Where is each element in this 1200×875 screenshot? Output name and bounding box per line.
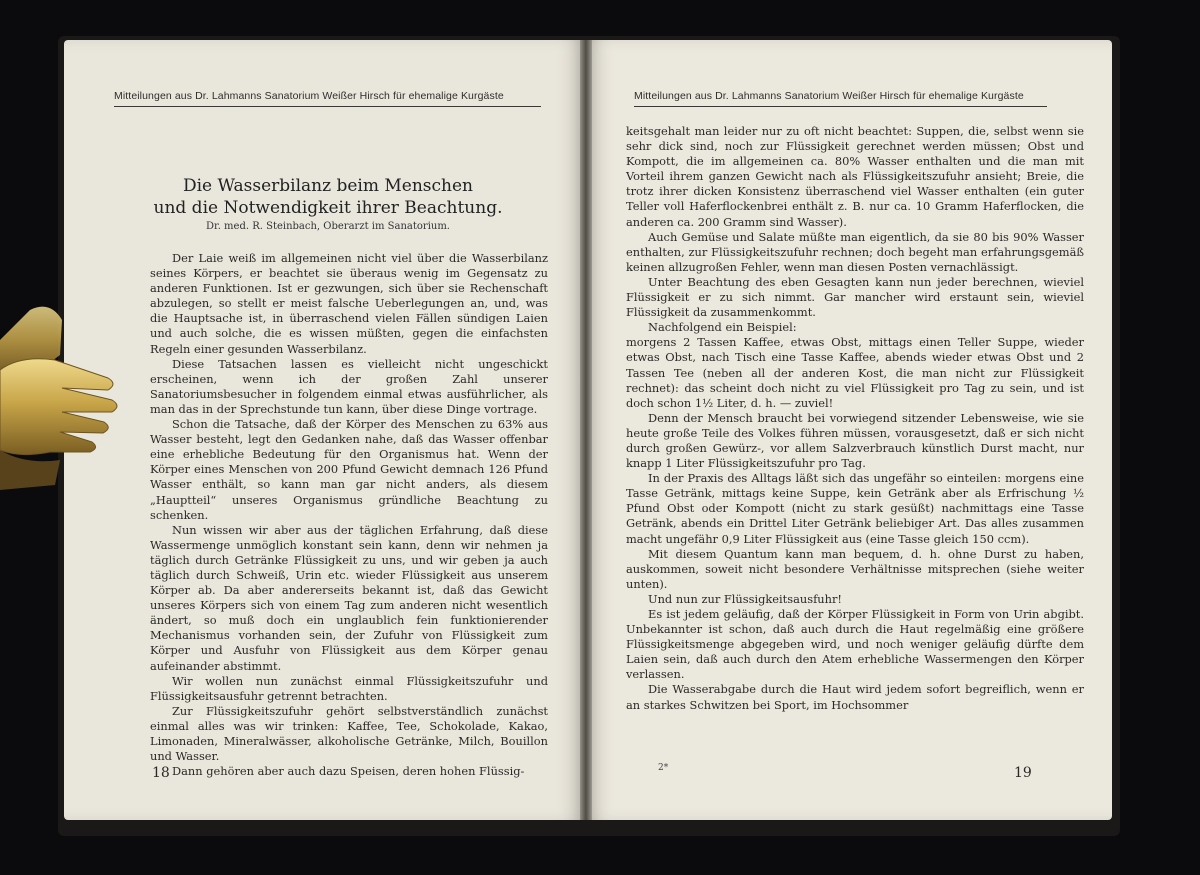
title-line-1: Die Wasserbilanz beim Menschen xyxy=(182,176,474,196)
paragraph: Der Laie weiß im allgemeinen nicht viel über die Wasserbilanz seines Körpers, er beachtet sie überaus wenig im Gegensatz zu anderen Funktionen. Ist er gezwungen, sich über sie Rechenschaft abzulegen, so stellt er meist falsche Ueberlegungen an, und, was die Hauptsache ist, in überraschend vielen Fällen sündigen Laien und auch solche, die es wissen müßten, gegen die einfachsten Regeln einer gesunden Wasserbilanz. xyxy=(150,251,548,356)
article-title xyxy=(108,175,548,219)
paragraph: In der Praxis des Alltags läßt sich das ungefähr so einteilen: morgens eine Tasse Getränk, mittags keine Suppe, kein Getränk aber als Erfrischung ½ Pfund Obst oder Kompott (nicht zu stark gesüßt) nachmittags eine Tasse Getränk, abends ein Drittel Liter Getränk beliebiger Art. Das alles zusammen macht ungefähr 0,9 Liter Flüssigkeit aus (eine Tasse gleich 150 ccm). xyxy=(626,471,1084,546)
paragraph: Auch Gemüse und Salate müßte man eigentlich, da sie 80 bis 90% Wasser enthalten, zur Flüssigkeitszufuhr rechnen; doch begeht man erfahrungsgemäß keinen allzugroßen Fehler, wenn man diesen Posten vernachlässigt. xyxy=(626,229,1084,274)
paragraph: Nun wissen wir aber aus der täglichen Erfahrung, daß diese Wassermenge unmöglich konstant sein kann, denn wir nehmen ja täglich durch Getränke Flüssigkeit zu uns, und wir geben ja auch täglich durch Schweiß, Urin etc. wieder Flüssigkeit aus unserem Körper ab. Da aber andererseits bekannt ist, daß das Gewicht unseres Körpers sich von einem Tag zum anderen nicht wesentlich ändert, so muß doch ein unglaublich fein funktionierender Mechanismus vorhanden sein, der Zufuhr von Flüssigkeit zum Körper und Ausfuhr von Flüssigkeit aus dem Körper genau aufeinander abstimmt. xyxy=(150,522,548,673)
paragraph: Und nun zur Flüssigkeitsausfuhr! xyxy=(648,591,842,606)
paragraph: Zur Flüssigkeitszufuhr gehört selbstverständlich zunächst einmal alles was wir trinken: Kaffee, Tee, Schokolade, Kakao, Limonaden, Mineralwässer, alkoholische Getränke, Milch, Bouillon und Wasser. xyxy=(150,703,548,764)
header-rule-left xyxy=(114,106,541,107)
paragraph: Diese Tatsachen lassen es vielleicht nicht ungeschickt erscheinen, wenn ich der großen Zahl unserer Sanatoriumsbesucher in folgendem einmal etwas ausführlicher, als man das in der Sprechstunde tun kann, über diese Dinge vortrage. xyxy=(150,356,548,416)
paragraph: morgens 2 Tassen Kaffee, etwas Obst, mittags einen Teller Suppe, wieder etwas Obst, nach Tisch eine Tasse Kaffee, abends wieder etwas Obst und 2 Tassen Tee (neben all der anderen Kost, die man nicht zur Flüssigkeit rechnet): das scheint doch nicht zu viel Flüssigkeit pro Tag zu sein, und ist doch schon 1½ Liter, d. h. — zuviel! xyxy=(626,335,1084,410)
right-page xyxy=(586,40,1112,820)
page-number-right: 19 xyxy=(1014,765,1032,781)
article-byline: Dr. med. R. Steinbach, Oberarzt im Sanatorium. xyxy=(206,221,450,232)
paragraph: Dann gehören aber auch dazu Speisen, deren hohen Flüssig- xyxy=(172,764,525,779)
paragraph: Nachfolgend ein Beispiel: xyxy=(648,320,797,335)
running-head-left: Mitteilungen aus Dr. Lahmanns Sanatorium Weißer Hirsch für ehemalige Kurgäste xyxy=(114,90,504,102)
paragraph: Denn der Mensch braucht bei vorwiegend sitzender Lebensweise, wie sie heute große Teile des Volkes führen müssen, vorausgesetzt, daß er sich nicht durch großen Gewürz-, vor allem Salzverbrauch künstlich Durst macht, nur knapp 1 Liter Flüssigkeitszufuhr pro Tag. xyxy=(626,410,1084,471)
right-body-text xyxy=(626,124,1084,713)
signature-mark: 2* xyxy=(658,763,669,773)
page-number-left: 18 xyxy=(152,765,170,781)
title-line-2: und die Notwendigkeit ihrer Beachtung. xyxy=(153,198,503,218)
paragraph: Mit diesem Quantum kann man bequem, d. h. ohne Durst zu haben, auskommen, soweit nicht besondere Verhältnisse mitsprechen (siehe weiter unten). xyxy=(626,546,1084,591)
paragraph: Unter Beachtung des eben Gesagten kann nun jeder berechnen, wieviel Flüssigkeit er zu sich nimmt. Gar mancher wird erstaunt sein, wieviel Flüssigkeit da zusammenkommt. xyxy=(626,274,1084,320)
header-rule-right xyxy=(634,106,1047,107)
paragraph: keitsgehalt man leider nur zu oft nicht beachtet: Suppen, die, selbst wenn sie sehr dick sind, noch zur Flüssigkeit gerechnet werden müssen; Obst und Kompott, die im allgemeinen ca. 80% Wasser enthalten und die man mit Vorteil ihrem ganzen Gewicht nach als Flüssigkeitszufuhr ansieht; Breie, die trotz ihrer dicken Konsistenz überraschend viel Wasser enthalten (ein guter Teller voll Haferflockenbrei enthält z. B. nur ca. 10 Gramm Haferflocken, die anderen ca. 200 Gramm sind Wasser). xyxy=(626,124,1084,229)
running-head-right: Mitteilungen aus Dr. Lahmanns Sanatorium Weißer Hirsch für ehemalige Kurgäste xyxy=(634,90,1024,102)
paragraph: Schon die Tatsache, daß der Körper des Menschen zu 63% aus Wasser besteht, legt den Gedanken nahe, daß das Wasser offenbar eine erhebliche Bedeutung für den Organismus hat. Wenn der Körper eines Menschen von 200 Pfund Gewicht demnach 126 Pfund Wasser enthält, so kann man gar nicht anders, als diesem „Hauptteil“ unseres Organismus gründliche Beachtung zu schenken. xyxy=(150,417,548,522)
left-body-text xyxy=(150,251,548,779)
paragraph: Es ist jedem geläufig, daß der Körper Flüssigkeit in Form von Urin abgibt. Unbekannter ist schon, daß auch durch die Haut regelmäßig eine größere Flüssigkeitsmenge abgegeben wird, und noch weniger geläufig dürfte dem Laien sein, daß auch durch den Atem erhebliche Wassermengen den Körper verlassen. xyxy=(626,607,1084,682)
left-page xyxy=(64,40,586,820)
paragraph: Wir wollen nun zunächst einmal Flüssigkeitszufuhr und Flüssigkeitsausfuhr getrennt betrachten. xyxy=(150,673,548,703)
brass-hand-page-holder xyxy=(0,300,130,500)
paragraph: Die Wasserabgabe durch die Haut wird jedem sofort begreiflich, wenn er an starkes Schwitzen bei Sport, im Hochsommer xyxy=(626,682,1084,712)
book-gutter xyxy=(580,40,592,820)
